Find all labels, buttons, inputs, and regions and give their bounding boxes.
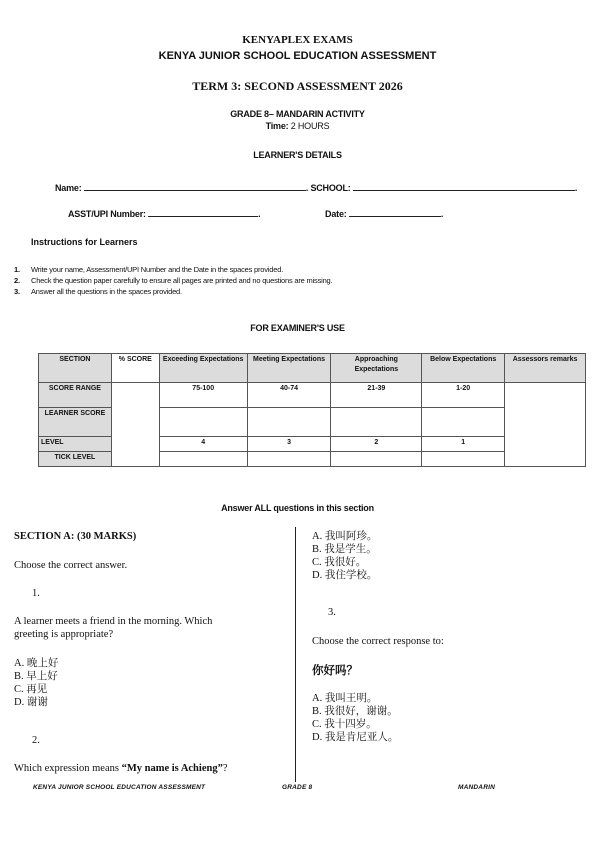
table-cell: 75-100 (159, 383, 247, 408)
table-cell: 1-20 (422, 383, 505, 408)
answer-option[interactable]: D. 我住学校。 (312, 570, 378, 581)
instruction-item: 1. Write your name, Assessment/UPI Number and the Date in the spaces provided. (14, 265, 284, 274)
name-school-row: Name: . SCHOOL: . (55, 183, 578, 193)
table-header: Exceeding Expectations (159, 354, 247, 383)
table-cell: 3 (247, 437, 331, 452)
table-cell[interactable] (159, 408, 247, 437)
table-header: % SCORE (111, 354, 159, 383)
table-header-row (39, 354, 586, 383)
section-a-instruction: Choose the correct answer. (14, 560, 128, 571)
school-label: SCHOOL: (310, 183, 351, 193)
learner-details-heading: LEARNER'S DETAILS (253, 150, 342, 160)
question-number: 1. (32, 588, 40, 599)
assessor-remarks-cell[interactable] (505, 383, 586, 467)
table-cell: 1 (422, 437, 505, 452)
table-header: Approaching Expectations (331, 354, 422, 383)
examiner-use-heading: FOR EXAMINER'S USE (250, 323, 345, 333)
asst-date-row: ASST/UPI Number: . Date: . (68, 209, 444, 219)
question-number: 3. (328, 607, 336, 618)
question-3-options (312, 692, 398, 744)
table-row (39, 383, 586, 408)
question-3-text: Choose the correct response to: (312, 636, 444, 647)
answer-option[interactable]: B. 早上好 (14, 671, 58, 682)
answer-option[interactable]: D. 谢谢 (14, 697, 48, 708)
question-3-prompt: 你好吗？ (312, 663, 358, 677)
answer-option[interactable]: A. 晚上好 (14, 658, 59, 669)
table-header: Assessors remarks (505, 354, 586, 383)
exam-body-title: KENYAPLEX EXAMS (242, 34, 353, 46)
answer-all-instruction: Answer ALL questions in this section (221, 503, 374, 513)
answer-option[interactable]: C. 再见 (14, 684, 48, 695)
table-cell: 4 (159, 437, 247, 452)
answer-option[interactable]: A. 我叫王明。 (312, 693, 378, 704)
table-cell[interactable] (331, 408, 422, 437)
time-value: 2 HOURS (290, 121, 330, 131)
table-cell[interactable] (159, 452, 247, 467)
answer-option[interactable]: C. 我很好。 (312, 557, 367, 568)
examiner-table (38, 353, 586, 467)
asst-label: ASST/UPI Number: (68, 209, 146, 219)
question-number: 2. (32, 735, 40, 746)
exam-time (0, 121, 595, 131)
footer-left: KENYA JUNIOR SCHOOL EDUCATION ASSESSMENT (33, 784, 206, 791)
answer-option[interactable]: B. 我是学生。 (312, 544, 377, 555)
instructions-title: Instructions for Learners (31, 237, 138, 247)
answer-option[interactable]: A. 我叫阿珍。 (312, 531, 378, 542)
footer-middle: GRADE 8 (282, 784, 313, 791)
section-a-title: SECTION A: (30 MARKS) (14, 531, 137, 542)
percent-score-cell[interactable] (111, 383, 159, 467)
row-label: LEARNER SCORE (39, 408, 112, 437)
table-cell[interactable] (247, 452, 331, 467)
table-cell: 21-39 (331, 383, 422, 408)
table-header: SECTION (39, 354, 112, 383)
table-cell: 40-74 (247, 383, 331, 408)
question-1-options (14, 657, 58, 709)
column-divider (295, 527, 296, 782)
table-cell[interactable] (331, 452, 422, 467)
date-label: Date: (325, 209, 347, 219)
row-label: SCORE RANGE (39, 383, 112, 408)
term-title: TERM 3: SECOND ASSESSMENT 2026 (192, 79, 403, 93)
answer-option[interactable]: B. 我很好，谢谢。 (312, 706, 398, 717)
table-cell[interactable] (247, 408, 331, 437)
question-2-text: Which expression means “My name is Achieng”? (14, 763, 228, 774)
instruction-item: 2. Check the question paper carefully to ensure all pages are printed and no questions are missing. (14, 276, 333, 285)
question-1-text: A learner meets a friend in the morning. Which greeting is appropriate? (14, 616, 213, 640)
table-cell: 2 (331, 437, 422, 452)
quoted-phrase: “My name is Achieng” (121, 763, 223, 774)
assessment-title: KENYA JUNIOR SCHOOL EDUCATION ASSESSMENT (158, 50, 437, 62)
question-2-options (312, 530, 377, 582)
row-label: LEVEL (39, 437, 112, 452)
school-field[interactable] (353, 181, 575, 191)
table-header: Meeting Expectations (247, 354, 331, 383)
answer-option[interactable]: C. 我十四岁。 (312, 719, 377, 730)
table-cell[interactable] (422, 452, 505, 467)
grade-subject: GRADE 8– MANDARIN ACTIVITY (230, 109, 365, 119)
instructions-list (14, 265, 574, 298)
date-field[interactable] (349, 207, 441, 217)
row-label: TICK LEVEL (39, 452, 112, 467)
answer-option[interactable]: D. 我是肯尼亚人。 (312, 732, 399, 743)
footer-right: MANDARIN (458, 784, 495, 791)
instruction-item: 3. Answer all the questions in the spaces provided. (14, 287, 182, 296)
time-label: Time: (265, 121, 289, 131)
name-field[interactable] (84, 181, 306, 191)
table-cell[interactable] (422, 408, 505, 437)
table-header: Below Expectations (422, 354, 505, 383)
name-label: Name: (55, 183, 82, 193)
asst-field[interactable] (148, 207, 258, 217)
